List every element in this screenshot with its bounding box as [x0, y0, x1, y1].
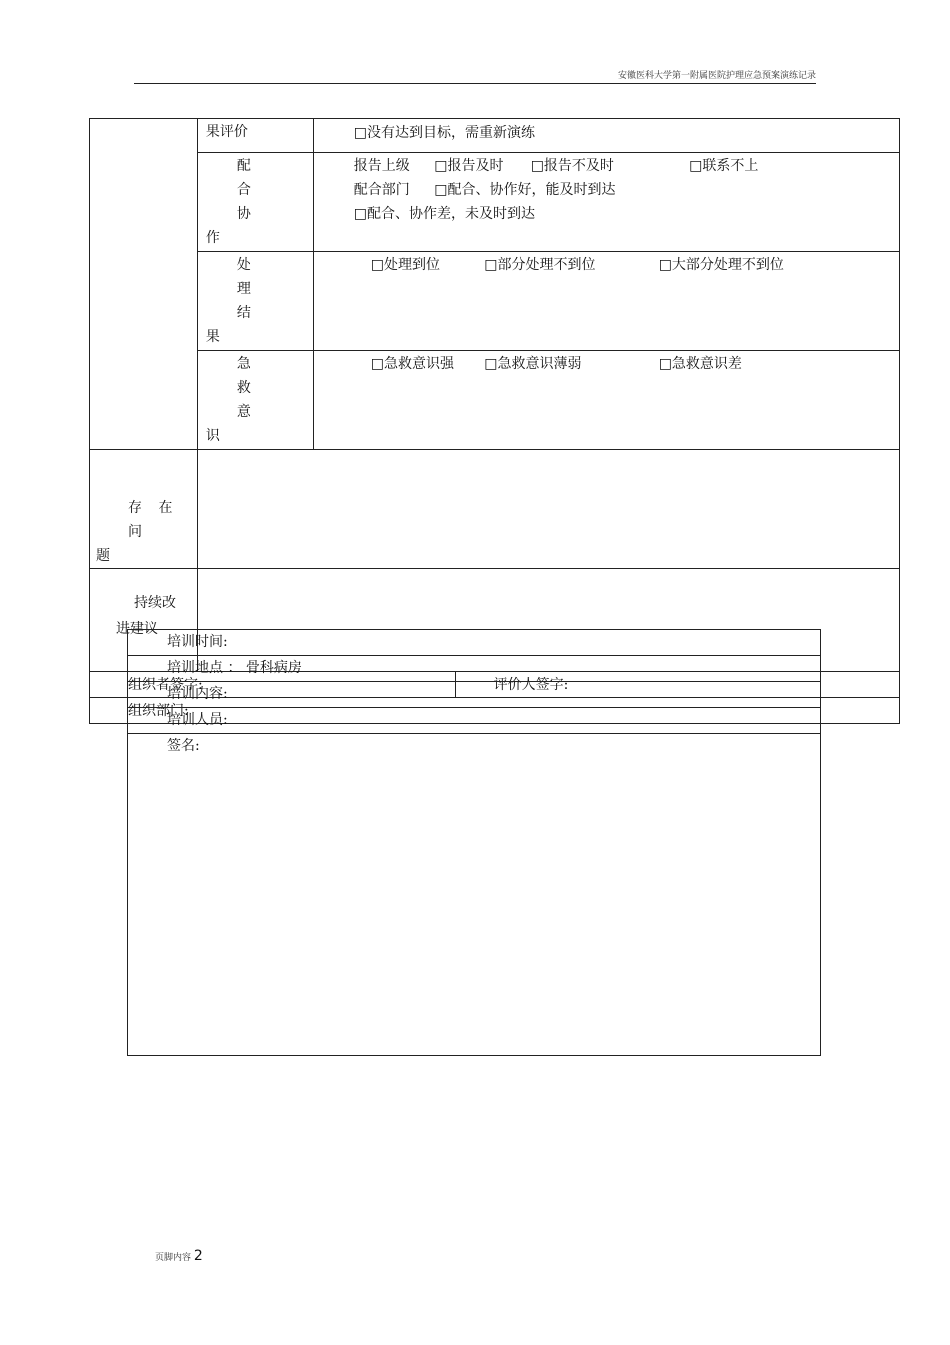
cooperation-poor-option[interactable]: □配合、协作差，未及时到达: [353, 206, 536, 222]
footer-label: 页脚内容: [155, 1253, 192, 1263]
handling-partial-option[interactable]: □部分处理不到位: [484, 257, 596, 273]
training-place-cell[interactable]: [128, 656, 821, 682]
training-content-label: 培训内容:: [167, 686, 228, 702]
eval-category-cell: [90, 119, 198, 450]
awareness-poor-option[interactable]: □急救意识差: [658, 356, 742, 372]
organizing-dept-label: 组织部门:: [128, 703, 189, 719]
problems-label: [90, 450, 198, 569]
handling-label-line2: 果: [205, 329, 220, 345]
improvement-label-line2: 进建议: [116, 621, 158, 637]
cooperation-good-option[interactable]: □配合、协作好，能及时到达: [434, 182, 616, 198]
report-late-option[interactable]: □报告不及时: [530, 158, 614, 174]
handling-label-line1: 处 理 结: [236, 257, 263, 321]
coordination-options: [313, 153, 899, 252]
problems-label-line1: 存 在 问: [128, 500, 179, 540]
report-superior-label: 报告上级: [353, 158, 410, 174]
organizer-signature-label: 组织者签字:: [128, 677, 203, 693]
awareness-label-line1: 急 救 意: [236, 356, 263, 420]
coordination-label-line1: 配 合 协: [236, 158, 263, 222]
report-unreachable-option[interactable]: □联系不上: [689, 158, 759, 174]
training-people-cell[interactable]: [128, 708, 821, 734]
coordination-label: [197, 153, 313, 252]
training-people-label: 培训人员:: [167, 712, 228, 728]
evaluator-signature-label: 评价人签字:: [493, 677, 569, 693]
awareness-options: [313, 351, 899, 450]
problems-field[interactable]: [197, 450, 899, 569]
training-time-cell[interactable]: [128, 630, 821, 656]
awareness-label: [197, 351, 313, 450]
training-content-cell[interactable]: [128, 682, 821, 708]
page-footer: [155, 1248, 203, 1264]
handling-mostly-not-option[interactable]: □大部分处理不到位: [658, 257, 784, 273]
handling-options: [313, 252, 899, 351]
handling-label: [197, 252, 313, 351]
header-title: 安徽医科大学第一附属医院护理应急预案演练记录: [617, 71, 816, 81]
training-time-label: 培训时间:: [167, 634, 228, 650]
awareness-weak-option[interactable]: □急救意识薄弱: [484, 356, 582, 372]
training-place-label: 培训地点 ： 骨科病房: [167, 660, 302, 676]
result-eval-label: 果评价: [197, 119, 313, 153]
training-signature-label: 签名:: [167, 738, 200, 754]
page-number: 2: [193, 1248, 203, 1264]
training-record-table: [127, 629, 821, 1056]
improvement-label-line1: 持续改: [134, 595, 176, 611]
result-eval-option[interactable]: □没有达到目标，需重新演练: [353, 125, 536, 141]
coordination-label-line2: 作: [205, 230, 220, 246]
training-signature-cell[interactable]: [128, 734, 821, 1056]
awareness-strong-option[interactable]: □急救意识强: [370, 356, 455, 372]
header-divider: [134, 83, 816, 84]
handling-ok-option[interactable]: □处理到位: [370, 257, 441, 273]
report-timely-option[interactable]: □报告及时: [434, 158, 504, 174]
result-eval-options: [313, 119, 899, 153]
cooperating-dept-label: 配合部门: [353, 182, 410, 198]
problems-label-line2: 题: [96, 548, 110, 564]
awareness-label-line2: 识: [205, 428, 220, 444]
